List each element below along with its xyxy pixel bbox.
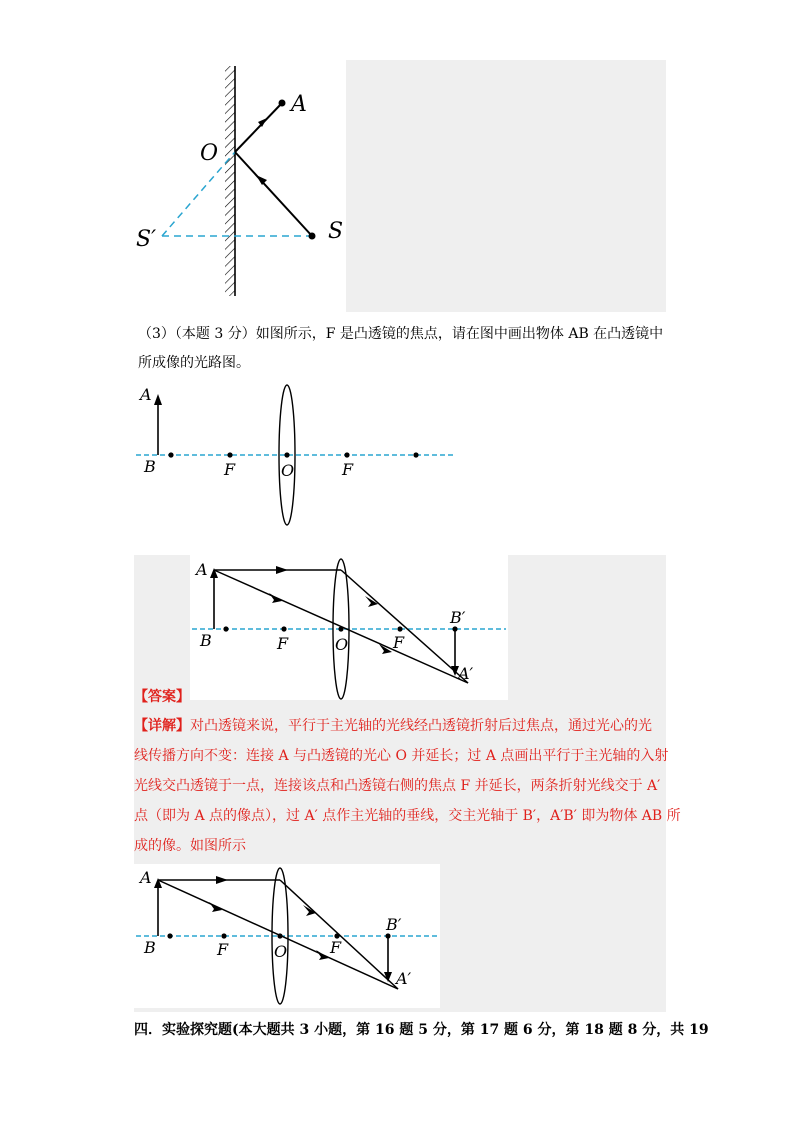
answer-detail-line-4: 点（即为 A 点的像点），过 A′ 点作主光轴的垂线，交主光轴于 B′，A′B′ 即为物体 AB 所: [134, 808, 681, 824]
answer-detail-line-5: 成的像。如图所示: [134, 838, 246, 854]
label-a-prime: A′: [458, 664, 474, 683]
answer-detail-line-2: 线传播方向不变：连接 A 与凸透镜的光心 O 并延长；过 A 点画出平行于主光轴的入射: [134, 748, 669, 764]
label-o: O: [200, 141, 219, 166]
label-o: O: [335, 635, 349, 654]
point-f-left: [227, 452, 232, 457]
answer-detail-line-1: [134, 710, 652, 742]
label-b-prime: B′: [386, 915, 402, 934]
label-f-right: F: [393, 633, 405, 652]
label-b: B: [144, 457, 156, 476]
label-b: B: [200, 631, 212, 650]
label-a: A: [140, 868, 152, 887]
answer-detail-line-3: 光线交凸透镜于一点，连接该点和凸透镜右侧的焦点 F 并延长，两条折射光线交于 A′: [134, 778, 661, 794]
point-f-left: [221, 933, 226, 938]
section-4-heading: 四．实验探究题(本大题共 3 小题，第 16 题 5 分，第 17 题 6 分，第 18 题 8 分，共 19: [134, 1022, 709, 1038]
convex-lens-answer-figure-1: [190, 555, 508, 700]
label-a: A: [291, 92, 307, 117]
mirror-hatch: [225, 66, 235, 296]
label-b: B: [144, 938, 156, 957]
point-s: [309, 233, 316, 240]
label-a-prime: A′: [396, 969, 412, 988]
label-b-prime: B′: [450, 608, 466, 627]
convex-lens-answer-figure-2: [134, 864, 440, 1008]
question-3-line-1: （3）（本题 3 分）如图所示，F 是凸透镜的焦点，请在图中画出物体 AB 在凸透镜中: [138, 326, 664, 342]
point-f-right: [397, 626, 402, 631]
point-b-prime: [385, 933, 390, 938]
convex-lens-question-figure: [134, 378, 464, 530]
label-s-prime: S′: [136, 227, 157, 252]
point-o: [277, 933, 282, 938]
label-f-right: F: [330, 938, 342, 957]
label-s: S: [328, 219, 344, 244]
point-o: [338, 626, 343, 631]
answer-label: 【答案】: [134, 689, 190, 705]
point-a: [279, 100, 286, 107]
point-2f-left: [168, 452, 173, 457]
object-arrowhead: [154, 394, 162, 405]
mirror-reflection-figure: [134, 60, 346, 312]
figure-panel-1: [346, 60, 666, 312]
label-o: O: [274, 942, 288, 961]
answer-detail-label: 【详解】: [134, 718, 190, 734]
label-f-right: F: [342, 460, 354, 479]
point-b-prime: [452, 626, 457, 631]
point-o: [284, 452, 289, 457]
label-f-left: F: [277, 634, 289, 653]
label-a: A: [196, 560, 208, 579]
point-2f-left: [167, 933, 172, 938]
label-o: O: [281, 461, 295, 480]
point-2f-right: [413, 452, 418, 457]
question-3-line-2: 所成像的光路图。: [138, 355, 250, 371]
answer-detail-text-1: 对凸透镜来说，平行于主光轴的光线经凸透镜折射后过焦点，通过光心的光: [190, 718, 652, 734]
label-f-left: F: [217, 940, 229, 959]
point-f-right: [344, 452, 349, 457]
point-2f-left: [223, 626, 228, 631]
point-f-left: [281, 626, 286, 631]
label-a: A: [140, 385, 152, 404]
label-f-left: F: [224, 460, 236, 479]
